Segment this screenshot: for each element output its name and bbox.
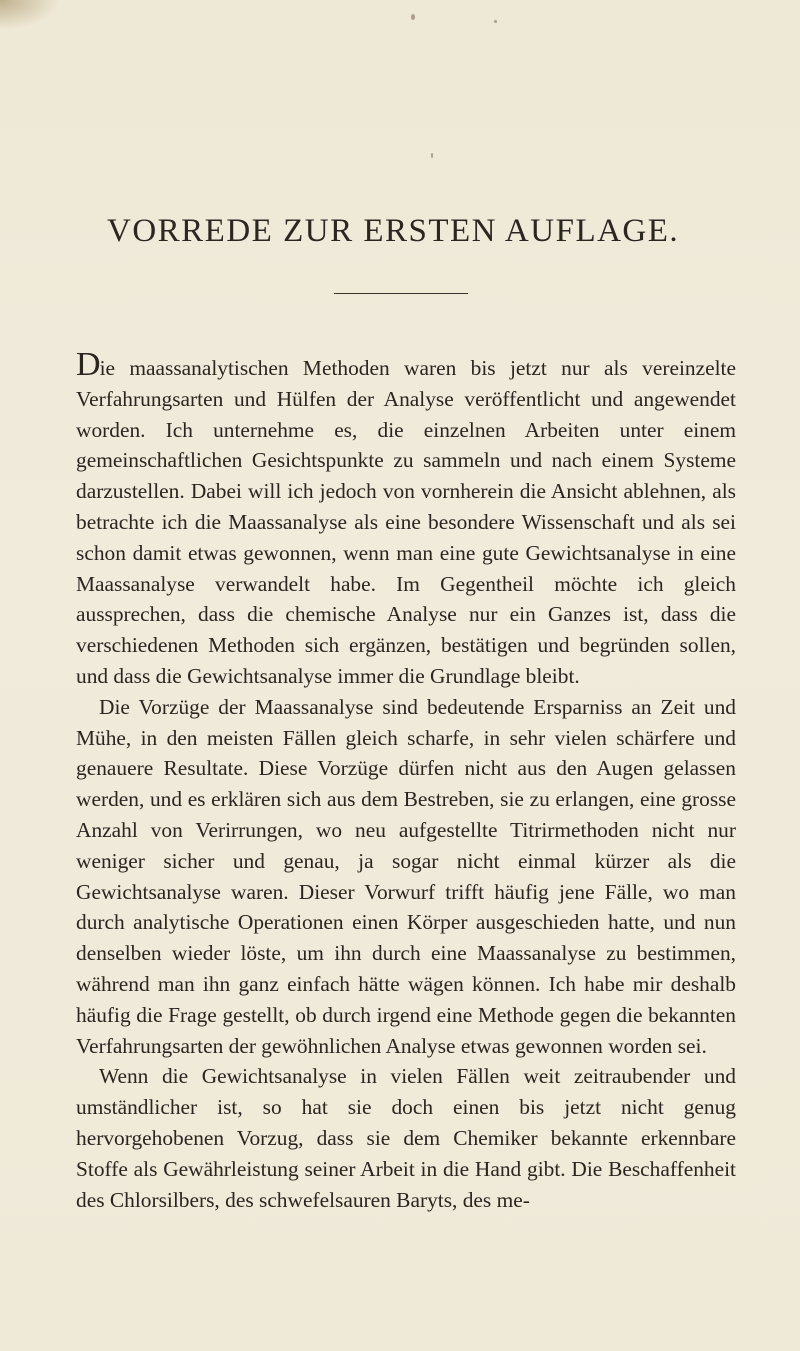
paragraph-1 <box>76 346 736 692</box>
page-title: VORREDE ZUR ERSTEN AUFLAGE. <box>107 213 680 249</box>
title-divider <box>334 293 468 294</box>
ink-speck <box>411 14 415 20</box>
paragraph-3: Wenn die Gewichtsanalyse in vielen Fällen weit zeitraubender und umständlicher ist, so hat sie doch einen bis jetzt nicht genug hervorgehobenen Vorzug, dass sie dem Chemiker bekannte erkennbare Stoffe als Gewährleistung seiner Arbeit in die Hand gibt. Die Beschaffenheit des Chlorsilbers, des schwefelsauren Baryts, des me- <box>76 1064 736 1212</box>
body-text <box>76 346 736 1215</box>
paragraph-1-text: ie maassanalytischen Methoden waren bis jetzt nur als vereinzelte Verfahrungsarten und Hülfen der Analyse veröffentlicht und angewendet worden. Ich unternehme es, die einzelnen Arbeiten unter einem gemeinschaftlichen Gesichtspunkte zu sammeln und nach einem Systeme darzustellen. Dabei will ich jedoch von vornherein die Ansicht ablehnen, als betrachte ich die Maassanalyse als eine besondere Wissenschaft und als sei schon damit etwas gewonnen, wenn man eine gute Gewichtsanalyse in eine Maassanalyse verwandelt habe. Im Gegentheil möchte ich gleich aussprechen, dass die chemische Analyse nur ein Ganzes ist, dass die verschiedenen Methoden sich ergänzen, bestätigen und begründen sollen, und dass die Gewichtsanalyse immer die Grundlage bleibt. <box>76 356 736 688</box>
paragraph-2: Die Vorzüge der Maassanalyse sind bedeutende Ersparniss an Zeit und Mühe, in den meisten Fällen gleich scharfe, in sehr vielen schärfere und genauere Resultate. Diese Vorzüge dürfen nicht aus den Augen gelassen werden, und es erklären sich aus dem Bestreben, sie zu erlangen, eine grosse Anzahl von Verirrungen, wo neu aufgestellte Titrirmethoden nicht nur weniger sicher und genau, ja sogar nicht einmal kürzer als die Gewichtsanalyse waren. Dieser Vorwurf trifft häufig jene Fälle, wo man durch analytische Operationen einen Körper ausgeschieden hatte, und nun denselben wieder löste, um ihn durch eine Maassanalyse zu bestimmen, während man ihn ganz einfach hätte wägen können. Ich habe mir deshalb häufig die Frage gestellt, ob durch irgend eine Methode gegen die bekannten Verfahrungsarten der gewöhnlichen Analyse etwas gewonnen worden sei. <box>76 694 736 1058</box>
initial-letter: D <box>76 346 100 383</box>
paper-stain <box>0 0 60 30</box>
ink-speck <box>431 153 433 158</box>
ink-speck <box>494 20 497 23</box>
